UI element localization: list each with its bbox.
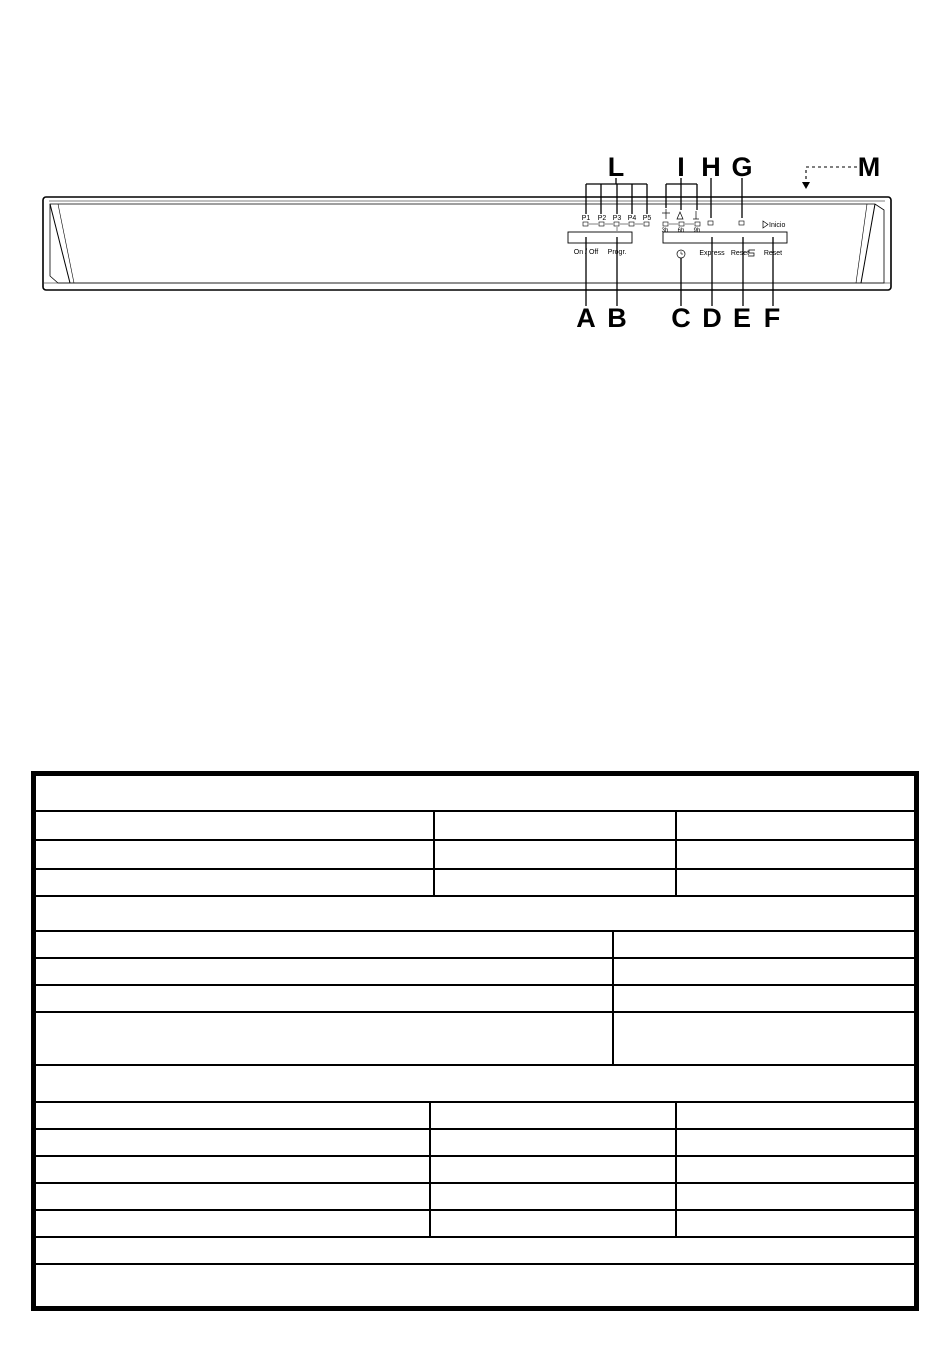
callout-d: D (702, 303, 722, 333)
table-row (36, 1130, 914, 1157)
table-row (36, 959, 914, 986)
program-indicator-p5 (643, 215, 652, 226)
table-cell (435, 841, 677, 868)
table-cell (36, 932, 614, 957)
button-strip-left (568, 232, 632, 243)
express-button[interactable]: Express (699, 250, 725, 257)
table-cell (36, 1157, 431, 1182)
delay-icon-3h (662, 209, 670, 219)
table-cell (36, 959, 614, 984)
table-row (36, 1238, 914, 1265)
program-indicator-p4 (628, 215, 637, 226)
reset-s-label: Reset (730, 250, 750, 257)
program-label-p1: P1 (581, 215, 591, 222)
delay-indicators (662, 209, 701, 234)
delay-icon-9h (693, 211, 699, 219)
delay-label-6h: 6h (677, 228, 685, 234)
m-arrow (802, 167, 857, 189)
table-row (36, 841, 914, 870)
reset-button[interactable]: Reset (763, 250, 783, 257)
table-section-row (36, 1066, 914, 1103)
table-header-row (36, 776, 914, 812)
delay-button[interactable] (677, 250, 685, 258)
callout-g: G (731, 152, 753, 182)
table-row (36, 870, 914, 897)
delay-icon-6h (677, 212, 683, 219)
control-panel (43, 197, 891, 290)
table-row (36, 932, 914, 959)
table-footer-row (36, 1265, 914, 1306)
program-indicator-p1 (582, 215, 591, 226)
callout-f: F (763, 303, 781, 333)
table-cell (431, 1184, 677, 1209)
callout-l: L (607, 152, 625, 182)
table-row (36, 1211, 914, 1238)
on-off-button[interactable]: On / Off (573, 249, 599, 256)
table-cell (36, 1013, 614, 1064)
table-cell (36, 841, 435, 868)
table-cell (36, 1130, 431, 1155)
table-cell (36, 812, 435, 839)
program-label-p4: P4 (627, 215, 637, 222)
program-label-p5: P5 (642, 215, 652, 222)
delay-label-9h: 9h (693, 228, 701, 234)
play-icon (763, 221, 768, 228)
table-row (36, 1157, 914, 1184)
table-cell (435, 812, 677, 839)
callout-i: I (677, 152, 685, 182)
callout-m: M (857, 152, 881, 182)
table-section-row (36, 897, 914, 932)
table-row (36, 986, 914, 1013)
table-row (36, 1103, 914, 1130)
indicator-light-h (708, 221, 713, 225)
table-cell (435, 870, 677, 895)
table-row (36, 1184, 914, 1211)
table-cell (36, 986, 614, 1011)
table-cell (36, 1184, 431, 1209)
progr-button[interactable]: Progr. (607, 249, 627, 256)
program-label-p2: P2 (597, 215, 607, 222)
table-cell (36, 1103, 431, 1128)
inicio-label: Inicio (769, 222, 786, 229)
table-row (36, 1013, 914, 1066)
program-indicator-p2 (598, 215, 607, 226)
table-cell (431, 1211, 677, 1236)
table-row (36, 812, 914, 841)
table-cell (36, 870, 435, 895)
callout-h: H (701, 152, 721, 182)
program-label-p3: P3 (612, 215, 622, 222)
table-cell (431, 1130, 677, 1155)
delay-label-3h: 3h (661, 228, 669, 234)
program-indicator-p3 (613, 215, 622, 226)
callout-a: A (576, 303, 596, 333)
callout-e: E (732, 303, 752, 333)
table-cell (36, 1211, 431, 1236)
callout-b: B (607, 303, 627, 333)
inicio-indicator (763, 221, 785, 229)
program-indicators (582, 215, 652, 231)
indicator-light-g (739, 221, 744, 225)
callout-c: C (671, 303, 691, 333)
program-table (31, 771, 919, 1311)
table-cell (431, 1103, 677, 1128)
table-cell (431, 1157, 677, 1182)
